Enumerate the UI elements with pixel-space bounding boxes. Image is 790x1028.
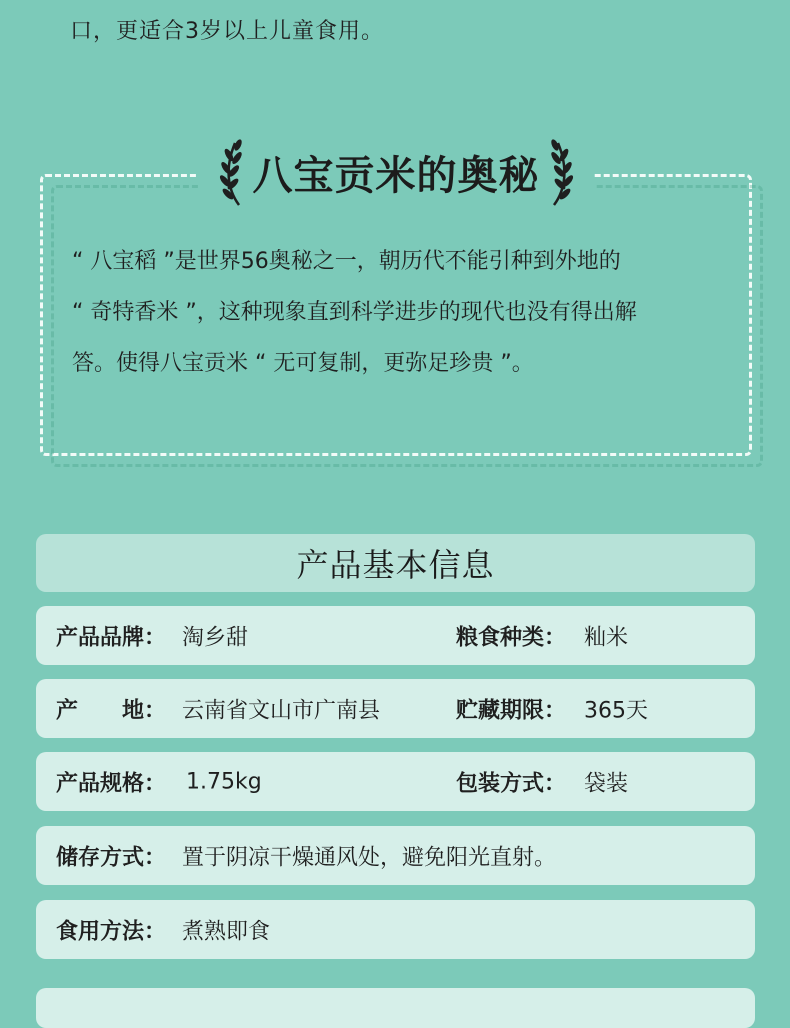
info-label: 粮食种类：	[456, 625, 567, 650]
info-value: 淘乡甜	[182, 625, 249, 650]
info-section-title: 产品基本信息	[296, 546, 495, 584]
info-value: 365天	[584, 698, 648, 723]
info-label: 储存方式：	[56, 845, 167, 870]
info-label: 包装方式：	[456, 771, 567, 796]
info-label: 产品品牌：	[56, 625, 167, 650]
info-label: 产 地：	[56, 698, 167, 723]
wheat-left-icon	[217, 137, 247, 207]
info-label: 产品规格：	[56, 771, 167, 796]
mystery-title-banner	[198, 132, 594, 212]
info-label: 贮藏期限：	[456, 698, 567, 723]
info-value: 煮熟即食	[182, 919, 271, 944]
intro-tail-text: 口，更适合3岁以上儿童食用。	[70, 19, 384, 44]
info-value: 籼米	[584, 625, 629, 650]
info-row-storage	[36, 826, 755, 885]
info-section-header	[36, 534, 755, 592]
info-label: 食用方法：	[56, 919, 167, 944]
info-row-origin	[36, 679, 755, 738]
info-value: 云南省文山市广南县	[182, 698, 381, 723]
info-row-partial	[36, 988, 755, 1028]
wheat-right-icon	[546, 137, 576, 207]
info-row-brand	[36, 606, 755, 665]
info-value: 袋装	[584, 771, 629, 796]
info-value: 1.75kg	[186, 769, 262, 794]
info-row-usage	[36, 900, 755, 959]
mystery-line: “ 八宝稻 ”是世界56奥秘之一，朝历代不能引种到外地的	[72, 249, 621, 274]
info-row-spec	[36, 752, 755, 811]
mystery-title: 八宝贡米的奥秘	[252, 152, 540, 199]
mystery-body	[72, 236, 732, 389]
info-value: 置于阴凉干燥通风处，避免阳光直射。	[182, 845, 557, 870]
mystery-line: 答。使得八宝贡米 “ 无可复制，更弥足珍贵 ”。	[72, 351, 534, 376]
mystery-line: “ 奇特香米 ”，这种现象直到科学进步的现代也没有得出解	[72, 300, 637, 325]
